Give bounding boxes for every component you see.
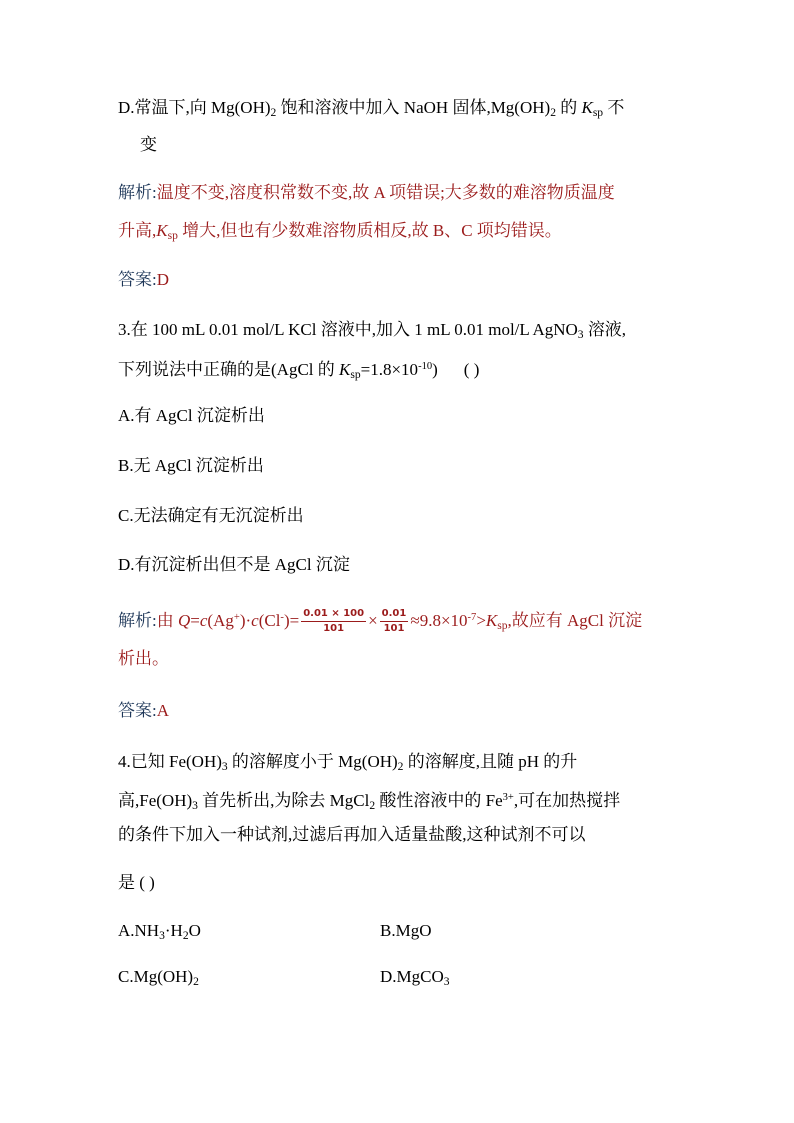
- subscript: sp: [497, 619, 508, 633]
- fraction-numerator: 0.01: [380, 608, 409, 622]
- analysis-formula: [156, 608, 643, 635]
- q3-option-b: [118, 454, 264, 478]
- subscript: sp: [167, 229, 178, 243]
- ksp-symbol: K: [339, 359, 351, 379]
- subscript: 3: [577, 328, 584, 342]
- subscript: 3: [443, 975, 450, 989]
- q3-stem-line1: [118, 318, 626, 342]
- text: )=: [283, 610, 300, 630]
- q2-analysis-line1: [118, 181, 615, 205]
- text: ×: [368, 610, 378, 630]
- answer-label: 答案:: [118, 701, 157, 720]
- text: 溶液,: [583, 320, 627, 339]
- q2-option-d-line2: [140, 133, 157, 157]
- text: D.常温下,向 Mg(OH): [118, 98, 271, 117]
- q3-option-d: [118, 553, 350, 577]
- answer-label: 答案:: [118, 270, 157, 289]
- text: 变: [140, 135, 157, 154]
- text: 的溶解度小于 Mg(OH): [227, 752, 398, 771]
- text: A.NH: [118, 921, 160, 940]
- text: ·H: [164, 921, 183, 940]
- subscript: 2: [182, 929, 189, 943]
- text: 首先析出,为除去 MgCl: [197, 790, 370, 810]
- text: 高,Fe(OH): [118, 790, 193, 810]
- superscript: -10: [418, 361, 433, 372]
- option-text: B.无 AgCl 沉淀析出: [118, 456, 264, 475]
- text: 的条件下加入一种试剂,过滤后再加入适量盐酸,这种试剂不可以: [118, 825, 586, 844]
- text: >: [476, 610, 486, 630]
- q4-stem-line4: [118, 871, 155, 895]
- ksp-symbol: K: [485, 610, 498, 630]
- fraction-1: [301, 608, 366, 635]
- text: ,故应有 AgCl 沉淀: [507, 610, 643, 630]
- text: ): [432, 359, 438, 379]
- text: C.Mg(OH): [118, 967, 194, 986]
- text: )·: [239, 610, 252, 630]
- q4-option-b: [380, 919, 431, 943]
- text: 的: [555, 98, 582, 117]
- analysis-label: 解析:: [118, 610, 157, 630]
- text: =: [190, 610, 200, 630]
- q3-option-a: [118, 404, 265, 428]
- subscript: 3: [159, 929, 165, 943]
- text: =1.8×10: [360, 359, 419, 379]
- q2-analysis-line2: [118, 219, 562, 243]
- superscript: -7: [467, 612, 477, 623]
- analysis-text: 温度不变,溶度积常数不变,故 A 项错误;大多数的难溶物质温度: [156, 183, 615, 202]
- ksp-symbol: K: [156, 221, 168, 240]
- text: 的溶解度,且随 pH 的升: [403, 752, 578, 771]
- q4-option-a: [118, 919, 201, 943]
- q3-stem-line2: [118, 355, 480, 382]
- subscript: 2: [270, 106, 277, 120]
- text: ≈9.8×10: [410, 610, 468, 630]
- text: 下列说法中正确的是(AgCl 的: [118, 359, 339, 379]
- fraction-denominator: 101: [323, 623, 345, 635]
- subscript: 2: [550, 106, 556, 120]
- text: 酸性溶液中的 Fe: [375, 790, 503, 810]
- option-text: A.有 AgCl 沉淀析出: [118, 406, 265, 425]
- text: (Ag: [207, 610, 234, 630]
- fraction-2: [380, 608, 409, 635]
- text: D.MgCO: [380, 967, 444, 986]
- q2-option-d-line1: [118, 96, 624, 120]
- superscript: -: [280, 612, 284, 623]
- q3-analysis-line1: [118, 606, 643, 635]
- analysis-label: 解析:: [118, 183, 157, 202]
- option-text: C.无法确定有无沉淀析出: [118, 506, 304, 525]
- option-text: D.有沉淀析出但不是 AgCl 沉淀: [118, 555, 350, 574]
- text: 4.已知 Fe(OH): [118, 752, 222, 771]
- text: 饱和溶液中加入 NaOH 固体,Mg(OH): [276, 98, 551, 117]
- q2-answer: [118, 268, 169, 292]
- text: (Cl: [258, 610, 281, 630]
- text: ,可在加热搅拌: [513, 790, 621, 810]
- q4-option-c: [118, 965, 199, 989]
- text: 3.在 100 mL 0.01 mol/L KCl 溶液中,加入 1 mL 0.01 mol/L AgNO: [118, 320, 578, 339]
- q4-stem-line1: [118, 750, 577, 774]
- c-symbol: c: [199, 610, 208, 630]
- text: 不: [603, 98, 625, 117]
- superscript: 3+: [502, 792, 514, 803]
- text: 是 ( ): [118, 873, 155, 892]
- text: 由: [156, 610, 178, 630]
- text: B.MgO: [380, 921, 432, 940]
- analysis-text: 析出。: [118, 649, 169, 668]
- q3-option-c: [118, 504, 304, 528]
- superscript: +: [233, 612, 240, 623]
- q4-option-d: [380, 965, 450, 989]
- text: O: [188, 921, 201, 940]
- answer-blank: ( ): [463, 359, 480, 379]
- q4-stem-line2: [118, 786, 621, 813]
- q4-stem-line3: [118, 823, 586, 847]
- c-symbol: c: [251, 610, 259, 630]
- fraction-numerator: 0.01 × 100: [301, 608, 366, 622]
- q-symbol: Q: [177, 610, 191, 630]
- fraction-denominator: 101: [383, 623, 405, 635]
- answer-value: D: [156, 270, 170, 289]
- analysis-text: 增大,但也有少数难溶物质相反,故 B、C 项均错误。: [177, 221, 562, 240]
- subscript: 2: [193, 975, 199, 989]
- subscript: 2: [369, 799, 376, 813]
- q3-analysis-line2: [118, 647, 169, 671]
- answer-value: A: [156, 701, 170, 720]
- subscript: 3: [221, 760, 228, 774]
- subscript: sp: [350, 368, 361, 382]
- subscript: sp: [592, 106, 604, 120]
- subscript: 3: [192, 799, 198, 813]
- q3-answer: [118, 699, 169, 723]
- analysis-text: 升高,: [118, 221, 157, 240]
- ksp-symbol: K: [581, 98, 593, 117]
- subscript: 2: [397, 760, 404, 774]
